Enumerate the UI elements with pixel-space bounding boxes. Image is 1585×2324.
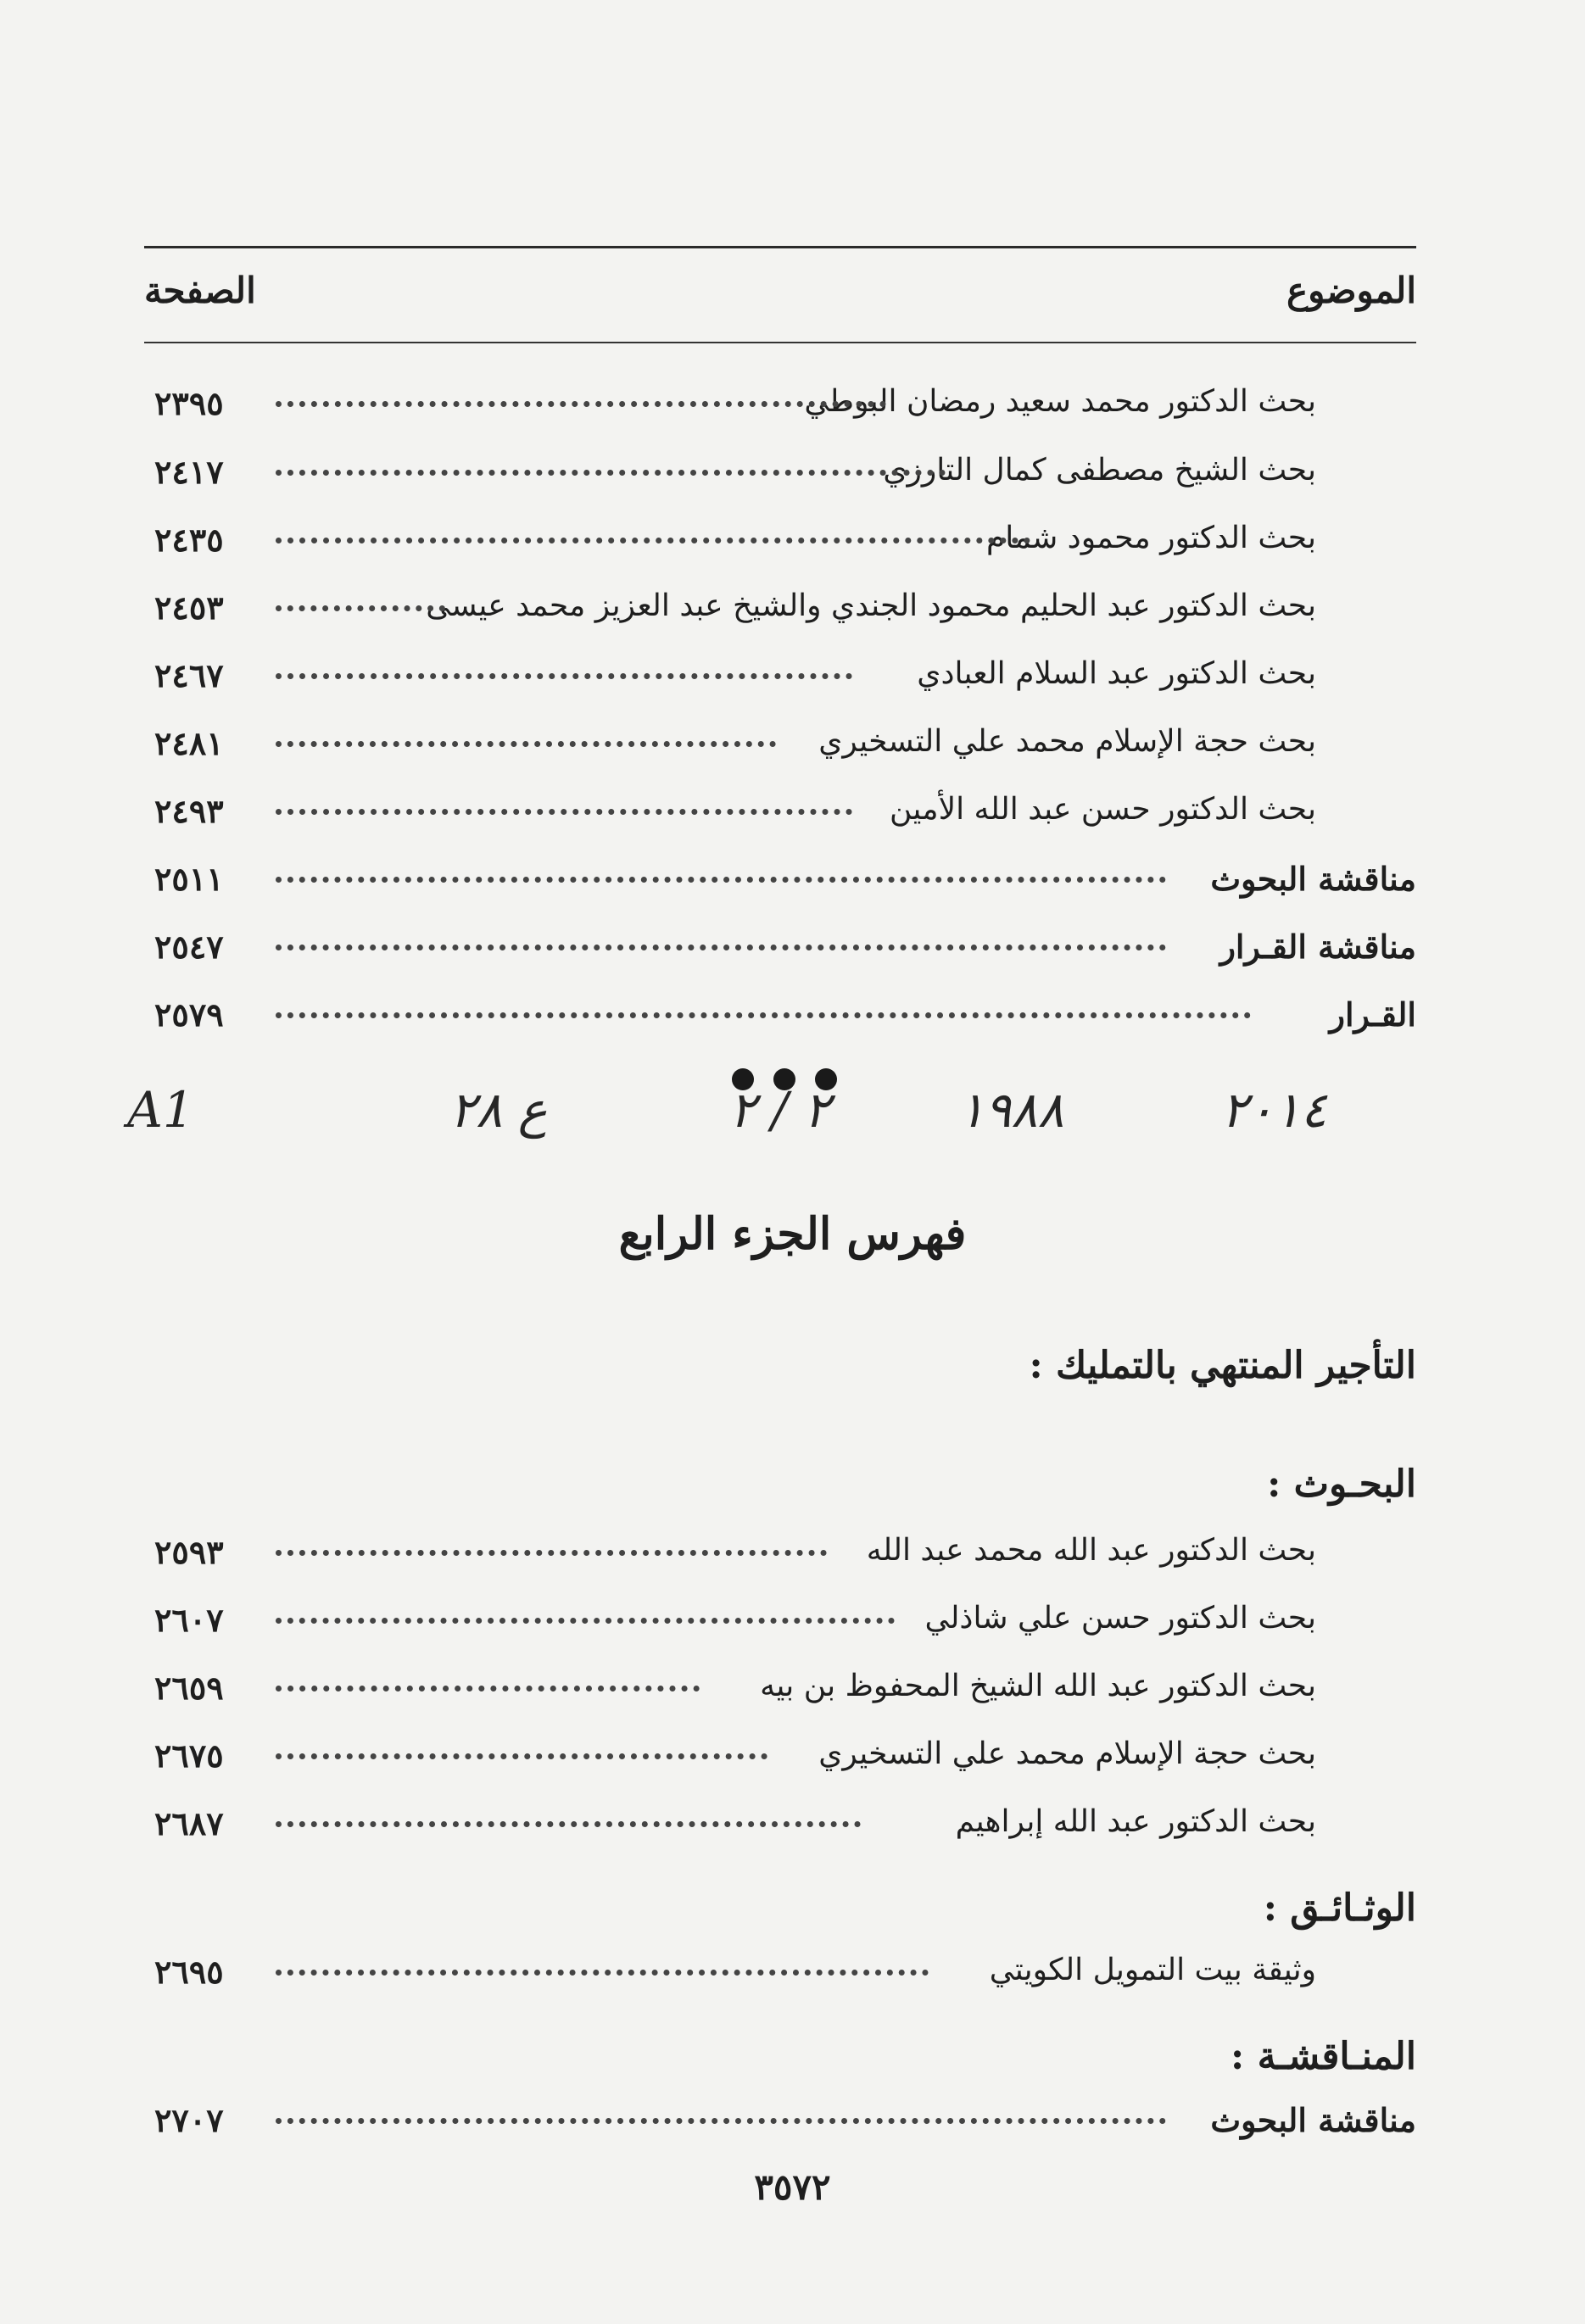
part-title: فهرس الجزء الرابع [618,1208,967,1260]
entry-page: ٢٤٣٥ [154,521,224,559]
entry-title: بحث الشيخ مصطفى كمال التارزي [883,453,1316,488]
dot-leader [276,809,852,815]
toc-entry [144,853,1416,912]
handwritten-note: ٢ / ٢ [729,1081,830,1139]
entry-page: ٢٦٩٥ [154,1953,224,1991]
dot-leader [276,877,1166,883]
page-number: ٣٥٧٢ [754,2166,831,2208]
entry-page: ٢٧٠٧ [154,2101,224,2139]
handwritten-note: ع ٢٨ [449,1081,548,1139]
toc-entry [144,1946,1416,2005]
dot-leader [276,538,1030,543]
entry-title: بحث الدكتور عبد الحليم محمود الجندي والشيخ عبد العزيز محمد عيسى [426,588,1316,623]
section-heading: التأجير المنتهي بالتمليك : [1029,1344,1416,1387]
dot-leader [276,1970,929,1976]
header-topic: الموضوع [1286,270,1416,311]
entry-title: بحث الدكتور حسن علي شاذلي [924,1601,1316,1636]
toc-entry [144,446,1416,505]
toc-entry [144,785,1416,844]
entry-page: ٢٥٩٣ [154,1533,224,1571]
entry-title: بحث حجة الإسلام محمد علي التسخيري [818,1736,1316,1771]
dot-leader [276,605,445,611]
entry-title: مناقشة البحوث [1210,860,1416,898]
entry-title: بحث الدكتور عبد الله إبراهيم [955,1804,1316,1839]
toc-entry [144,377,1416,437]
entry-title: مناقشة القـرار [1219,928,1416,966]
entry-page: ٢٤١٧ [154,453,224,491]
dot-leader [276,1821,861,1827]
handwritten-note: ١٩٨٨ [958,1081,1064,1139]
entry-page: ٢٤٩٣ [154,792,224,830]
dot-leader [276,1686,700,1691]
entry-page: ٢٦٠٧ [154,1601,224,1639]
entry-title: بحث الدكتور محمد سعيد رمضان البوطي [804,384,1316,419]
section-heading: البحـوث : [1267,1463,1416,1506]
dot-leader [276,1753,767,1759]
toc-header [144,246,1416,343]
dot-leader [276,470,946,476]
dot-leader [276,673,852,679]
entry-title: بحث الدكتور محمود شمام [986,521,1316,555]
entry-page: ٢٥٧٩ [154,995,224,1034]
toc-entry [144,514,1416,573]
dot-leader [276,401,886,407]
entry-page: ٢٥١١ [154,860,224,898]
dot-leader [276,945,1166,950]
entry-page: ٢٦٥٩ [154,1669,224,1707]
dot-leader [276,1012,1251,1018]
toc-entry [144,1797,1416,1857]
entry-title: بحث الدكتور عبد الله محمد عبد الله [866,1533,1316,1568]
handwritten-note: ٢٠١٤ [1221,1081,1327,1139]
entry-page: ٢٣٩٥ [154,384,224,422]
toc-entry [144,1594,1416,1653]
toc-entry [144,921,1416,980]
dot-leader [276,1550,827,1556]
toc-entry [144,649,1416,709]
toc-entry [144,717,1416,777]
entry-title: بحث الدكتور عبد السلام العبادي [917,656,1316,691]
toc-entry [144,989,1416,1048]
entry-title: القـرار [1329,995,1416,1034]
section-heading: المنـاقشـة : [1231,2035,1416,2078]
toc-entry [144,2094,1416,2154]
dot-leader [276,2118,1166,2124]
entry-page: ٢٦٧٥ [154,1736,224,1775]
toc-entry [144,1526,1416,1586]
handwritten-note: A1 [127,1081,194,1139]
section-heading: الوثـائـق : [1263,1887,1416,1930]
entry-page: ٢٦٨٧ [154,1804,224,1842]
entry-page: ٢٤٦٧ [154,656,224,694]
toc-entry [144,1730,1416,1789]
entry-page: ٢٥٤٧ [154,928,224,966]
toc-entry [144,1662,1416,1721]
entry-title: مناقشة البحوث [1210,2101,1416,2139]
dot-leader [276,741,776,747]
entry-page: ٢٤٥٣ [154,588,224,627]
entry-title: بحث الدكتور حسن عبد الله الأمين [890,792,1316,827]
entry-title: بحث الدكتور عبد الله الشيخ المحفوظ بن بيه [760,1669,1316,1703]
entry-title: وثيقة بيت التمويل الكويتي [989,1953,1316,1987]
entry-title: بحث حجة الإسلام محمد علي التسخيري [818,724,1316,759]
toc-entry [144,582,1416,641]
header-page: الصفحة [144,270,256,311]
dot-leader [276,1618,895,1624]
entry-page: ٢٤٨١ [154,724,224,762]
